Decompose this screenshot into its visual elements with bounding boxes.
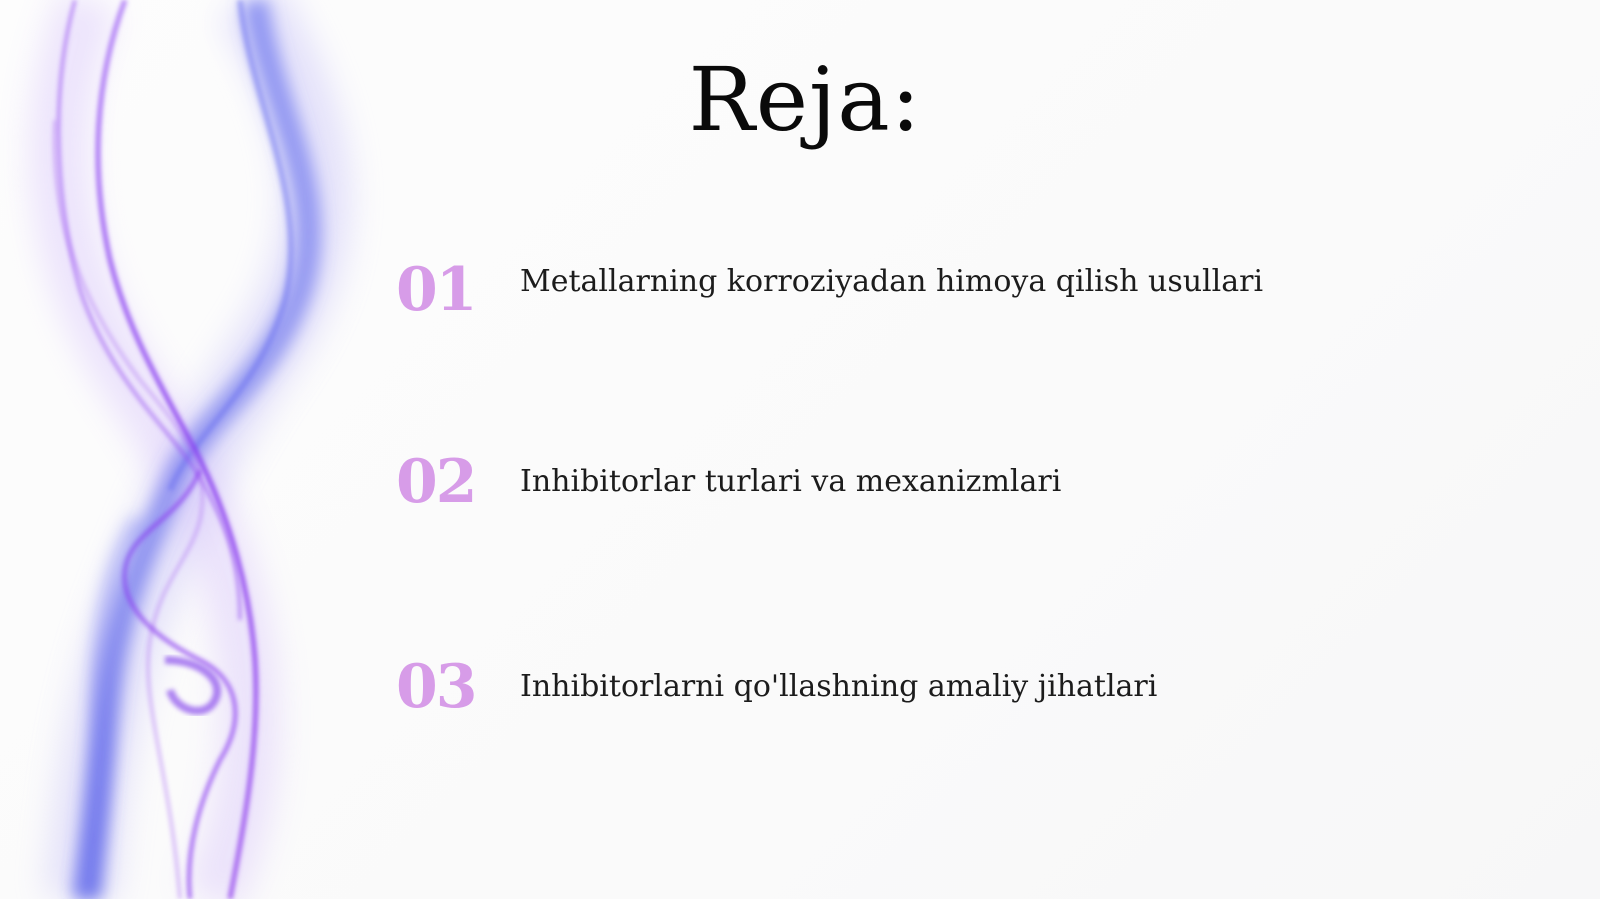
agenda-item-number: 02 xyxy=(396,447,476,517)
agenda-item xyxy=(396,440,1546,530)
agenda-item-text: Inhibitorlar turlari va mexanizmlari xyxy=(520,464,1062,499)
agenda-item-number: 01 xyxy=(396,255,476,325)
agenda-item xyxy=(396,248,1546,338)
agenda-item-text: Inhibitorlarni qo'llashning amaliy jihatlari xyxy=(520,669,1158,704)
agenda-item-number: 03 xyxy=(396,652,476,722)
slide-title: Reja: xyxy=(688,48,922,151)
agenda-item xyxy=(396,645,1546,735)
agenda-item-text: Metallarning korroziyadan himoya qilish usullari xyxy=(520,264,1264,299)
